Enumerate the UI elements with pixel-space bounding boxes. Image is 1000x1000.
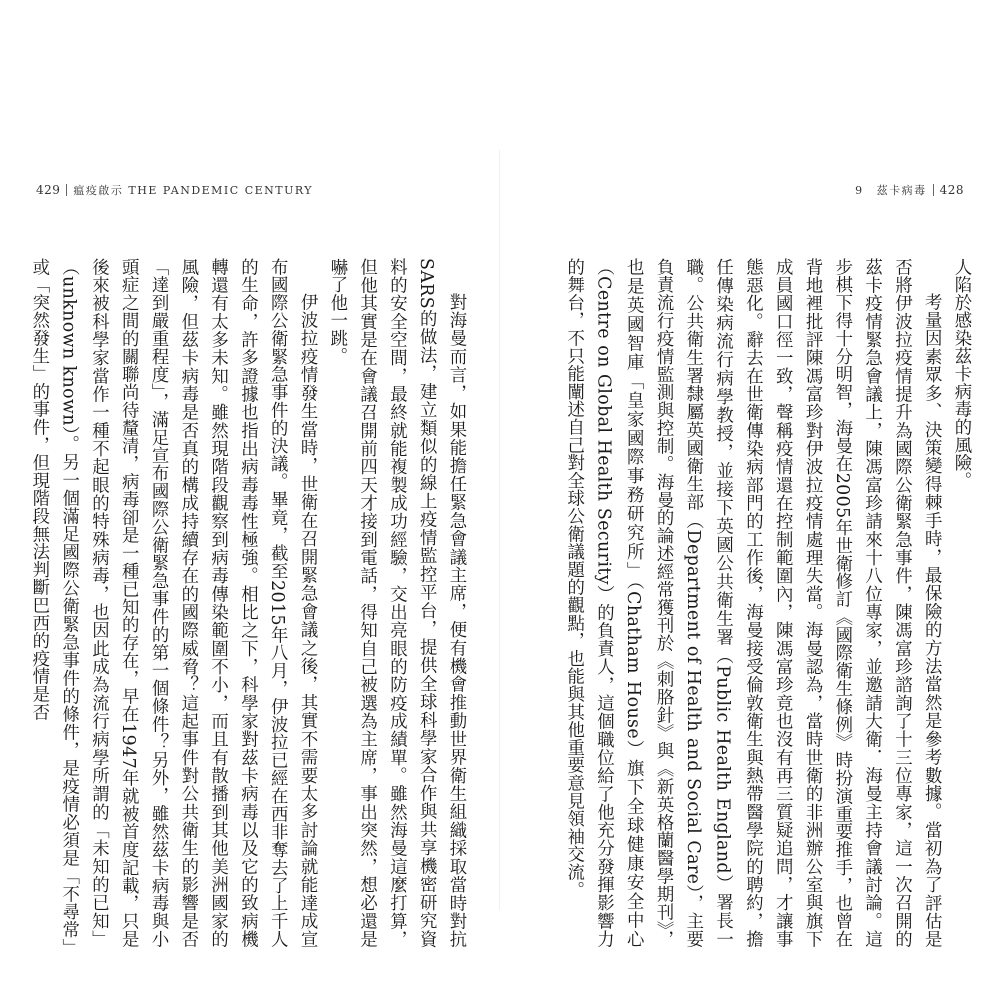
header-divider [66, 184, 67, 196]
right-page-body [563, 258, 975, 948]
book-title: 瘟疫啟示 THE PANDEMIC CENTURY [73, 184, 314, 197]
paragraph: 人陷於感染茲卡病毒的風險。 [951, 258, 971, 490]
left-page-number: 429 [36, 183, 61, 197]
paragraph: 對海曼而言，如果能擔任緊急會議主席，便有機會推動世界衛生組織採取當時對抗SARS的做法，建立類似的線上疫情監控平台，提供全球科學家合作與共享機密研究資料的安全空間，最終就能複製成功經驗，交出亮眼的防疫成績單。雖然海曼這麼打算，但他其實是在會議召開前四天才接到電話，得知自己被選為主席，事出突然，想必還是嚇了他一跳。 [326, 258, 466, 948]
left-page-header [36, 182, 313, 198]
right-page-number: 428 [939, 183, 964, 197]
header-divider [933, 184, 934, 196]
paragraph: 伊波拉疫情發生當時，世衛在召開緊急會議之後，其實不需要太多討論就能達成宣布國際公衛緊急事件的決議。畢竟，截至2015年八月，伊波拉已經在西非奪去了上千人的生命，許多證據也指出病毒毒性極強。相比之下，科學家對茲卡病毒以及它的致病機轉還有太多未知。雖然現階段觀察到病毒傳染範圍不小，而且有散播到其他美洲國家的風險，但茲卡病毒是否真的構成持續存在的國際威脅？這起事件對公共衛生的影響是否「達到嚴重程度」，滿足宣布國際公衛緊急事件的第一個條件？另外，雖然茲卡病毒與小頭症之間的關聯尚待釐清，病毒卻是一種已知的存在，早在1947年就被首度記載，只是後來被科學家當作一種不起眼的特殊病毒，也因此成為流行病學所謂的「未知的已知」（unknown known）。另一個滿足國際公衛緊急事件的條件，是疫情必須是「不尋常」或「突然發生」的事件，但現階段無法判斷巴西的疫情是否 [28, 258, 318, 948]
chapter-number: 9 [855, 184, 864, 197]
chapter-title: 茲卡病毒 [876, 184, 927, 197]
page-gutter [499, 150, 500, 910]
left-page-body [28, 258, 470, 948]
right-page-header [855, 182, 964, 198]
paragraph: 考量因素眾多、決策變得棘手時，最保險的方法當然是參考數據。當初為了評估是否將伊波拉疫情提升為國際公衛緊急事件，陳馮富珍諮詢了十三位專家，這一次召開的茲卡疫情緊急會議上，陳馮富珍請來十八位專家，並邀請大衛．海曼主持會議討論。這步棋下得十分明智，海曼在2005年世衛修訂《國際衛生條例》時扮演重要推手，也曾在背地裡批評陳馮富珍對伊波拉疫情處理失當。海曼認為，當時世衛的非洲辦公室與旗下成員國口徑一致，聲稱疫情還在控制範圍內，陳馮富珍竟也沒有再三質疑追問，才讓事態惡化。辭去在世衛傳染病部門的工作後，海曼接受倫敦衛生與熱帶醫學院的聘約，擔任傳染病流行病學教授，並接下英國公共衛生署（Public Health England）署長一職。公共衛生署隸屬英國衛生部（Department of Health and Social Care），主要負責流行疫情監測與控制。海曼的論述經常獲刊於《刺胳針》與《新英格蘭醫學期刊》，也是英國智庫「皇家國際事務研究所」（Chatham House）旗下全球健康安全中心（Centre on Global Health Security）的負責人，這個職位給了他充分發揮影響力的舞台，不只能闡述自己對全球公衛議題的觀點，也能與其他重要意見領袖交流。 [563, 258, 942, 948]
